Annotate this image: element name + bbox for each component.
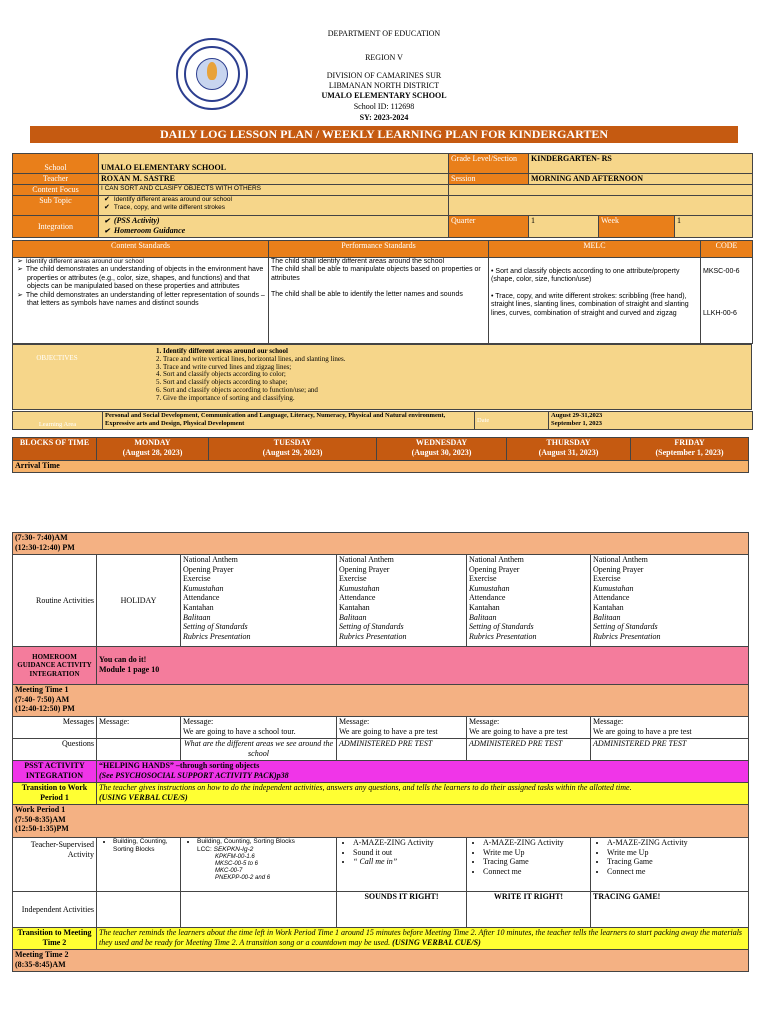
message-thursday: We are going to have a pre test	[469, 726, 568, 736]
tsa-friday-list	[593, 838, 746, 876]
question-tuesday: What are the different areas we see around the school	[181, 739, 337, 761]
psst-title: “HELPING HANDS” –through sorting objects	[99, 761, 260, 770]
psst-label: PSST ACTIVITY INTEGRATION	[13, 761, 97, 783]
meeting1-title: Meeting Time 1	[15, 685, 69, 694]
tsa-lcc: LCC:	[197, 845, 212, 853]
tsa-thu-item: • Connect me	[483, 867, 588, 877]
date-thursday: (August 31, 2023)	[538, 447, 599, 457]
routine-tuesday: National Anthem Opening Prayer Exercise Kumustahan Attendance Kantahan Balitaan Setting of Standards Rubrics Presentation	[181, 555, 337, 647]
psst-reference: (See PSYCHOSOCIAL SUPPORT ACTIVITY PACK)p38	[99, 770, 289, 780]
day-friday: FRIDAY	[674, 438, 705, 447]
session-label: Session	[449, 174, 529, 185]
message-tuesday: We are going to have a school tour.	[183, 726, 296, 736]
subtopic-list	[101, 196, 446, 213]
melc-header: MELC	[489, 241, 701, 258]
focus-label: Content Focus	[13, 185, 99, 196]
tsa-label: Teacher-Supervised Activity	[13, 838, 97, 892]
routine-friday: National Anthem Opening Prayer Exercise Kumustahan Attendance Kantahan Balitaan Setting of Standards Rubrics Presentation	[591, 555, 749, 647]
teacher-value: ROXAN M. SASTRE	[99, 174, 449, 185]
date-value-1: August 29-31,2023	[551, 412, 603, 419]
school-name: UMALO ELEMENTARY SCHOOL	[321, 91, 447, 100]
independent-label: Independent Activities	[13, 892, 97, 928]
transition2-cue: (USING VERBAL CUE/S)	[392, 937, 481, 947]
performance-standards-header: Performance Standards	[269, 241, 489, 258]
arrival-time-am: (7:30- 7:40)AM	[15, 533, 68, 542]
routine-thursday: National Anthem Opening Prayer Exercise Kumustahan Attendance Kantahan Balitaan Setting of Standards Rubrics Presentation	[467, 555, 591, 647]
week-label: Week	[599, 216, 675, 238]
date-tuesday: (August 29, 2023)	[262, 447, 323, 457]
schedule-header-table	[12, 437, 749, 473]
question-thursday: ADMINISTERED PRE TEST	[467, 739, 591, 761]
learning-area-label: Learning Area	[13, 412, 103, 430]
code-header: CODE	[701, 241, 753, 258]
region-name: REGION V	[365, 53, 403, 62]
tsa-wed-item: • “ Call me in”	[353, 857, 464, 867]
tsa-wednesday-list	[339, 838, 464, 867]
tsa-thu-item: • Tracing Game	[483, 857, 588, 867]
content-standards-header: Content Standards	[13, 241, 269, 258]
objective-item: 2. Trace and write vertical lines, horizontal lines, and slanting lines.	[163, 356, 751, 364]
school-id: School ID: 112698	[353, 102, 415, 111]
work1-pm: (12:50-1:35)PM	[15, 824, 69, 834]
melc-1: • Sort and classify objects according to one attribute/property (shape, color, size, function/use)	[491, 268, 680, 284]
work1-am: (7:50-8:35)AM	[15, 814, 66, 824]
homeroom-title: You can do it!	[99, 655, 147, 664]
code-2: LLKH-00-6	[703, 310, 737, 318]
routine-wednesday: National Anthem Opening Prayer Exercise Kumustahan Attendance Kantahan Balitaan Setting of Standards Rubrics Presentation	[337, 555, 467, 647]
meeting2-title: Meeting Time 2	[15, 950, 69, 959]
message-monday: Message:	[97, 717, 181, 739]
work1-title: Work Period 1	[15, 805, 66, 814]
objective-item: 3. Trace and write curved lines and zigzag lines;	[163, 364, 751, 372]
arrival-time-row: Arrival Time	[13, 461, 749, 473]
date-label: Date	[475, 412, 549, 430]
integration-item: ✔ (PSS Activity)	[115, 216, 446, 226]
teacher-label: Teacher	[13, 174, 99, 185]
objective-item: 7. Give the importance of sorting and classifying.	[163, 395, 751, 403]
day-wednesday: WEDNESDAY	[415, 438, 468, 447]
tsa-tuesday: • Building, Counting, Sorting Blocks	[197, 838, 334, 846]
date-wednesday: (August 30, 2023)	[411, 447, 472, 457]
messages-label: Messages	[13, 717, 97, 739]
transition2-label: Transition to Meeting Time 2	[13, 928, 97, 950]
tsa-wed-item: • A-MAZE-ZING Activity	[353, 838, 464, 848]
tsa-fri-item: • Connect me	[607, 867, 746, 877]
monday-holiday: HOLIDAY	[97, 555, 181, 647]
melc-2: • Trace, copy, and write different strokes: scribbling (free hand), straight lines, slanting lines, combination of straight and slanting lines, curves, combination of straight and curved and zigzag	[491, 292, 689, 317]
performance-standard-1: The child shall identify different areas around the school	[271, 258, 445, 265]
tsa-fri-item: • Tracing Game	[607, 857, 746, 867]
subtopic-item: ✔ Identify different areas around our school	[115, 196, 446, 204]
info-table	[12, 153, 753, 238]
message-wednesday: We are going to have a pre test	[339, 726, 438, 736]
tsa-fri-item: • A-MAZE-ZING Activity	[607, 838, 746, 848]
tsa-thursday-list	[469, 838, 588, 876]
question-wednesday: ADMINISTERED PRE TEST	[337, 739, 467, 761]
objective-item: 1. Identify different areas around our school	[163, 348, 751, 356]
performance-standard-2: The child shall be able to manipulate objects based on properties or attributes	[271, 266, 481, 282]
school-value: UMALO ELEMENTARY SCHOOL	[99, 154, 449, 174]
meeting1-pm: (12:40-12:50) PM	[15, 704, 75, 714]
division-name: DIVISION OF CAMARINES SUR	[326, 71, 442, 80]
session-value: MORNING AND AFTERNOON	[529, 174, 753, 185]
day-thursday: THURSDAY	[546, 438, 591, 447]
tsa-thu-item: • Write me Up	[483, 848, 588, 858]
message-friday: We are going to have a pre test	[593, 726, 692, 736]
tsa-fri-item: • Write me Up	[607, 848, 746, 858]
learning-area-table	[12, 411, 753, 430]
independent-thursday: WRITE IT RIGHT!	[467, 892, 591, 928]
date-monday: (August 28, 2023)	[122, 447, 183, 457]
content-standard-item: ➢ Identify different areas around our school	[27, 258, 266, 266]
schedule-body-table: (7:30- 7:40)AM (12:30-12:40) PM Routine Activities HOLIDAY National Anthem Opening Prayer Exercise Kumustahan Attendance Kantahan Balitaan Setting of Standards Rubrics Presentation National Anthem Opening Prayer Exercise Kumustahan Attendance Kantahan Balitaan Setting of Standards Rubrics Presentation National Anthem Opening Prayer Exercise Kumustahan Attendance Kantahan Balitaan Setting of Standards Rubrics Presentation National Anthem Opening Prayer Exercise Kumustahan Attendance Kantahan Balitaan Setting of Standards Rubrics Presentation HOMEROOM GUIDANCE ACTIVITY INTEGRATION You can do it! Module 1 page 10 Meeting Time 1 (7:40- 7:50) AM (12:40-12:50) PM Messages Message: Message: We are going to have a school tour. Message: We are going to have a pre test Message: We are going to have a pre test Message: We are going to have a pre test Questions What are the different areas we see around the school ADMINISTERED PRE TEST ADMINISTERED PRE TEST ADMINISTERED PRE TEST PSST ACTIVITY INTEGRATION “HELPING HANDS” –through sorting objects (See PSYCHOSOCIAL SUPPORT ACTIVITY PACK)p38 Transition to Work Period 1 The teacher gives instructions on how to do the independent activities, answers any questions, and tells the learners to do their assigned tasks within the allotted time. (USING VERBAL CUE/S) Work Period 1 (7:50-8:35)AM (12:50-1:35)PM Teacher-Supervised Activity • Building, Counting, Sorting Blocks • Building, Counting, Sorting Blocks LCC: SEKPKN-Ig-2 KPKFM-00-1.6 MKSC-00-5 to 6 MKC-00-7 PNEKPP-00-2 and 6 • A-MAZE-ZING Activity • Sound it out • “ Call me in” • A-MAZE-ZING Activity • Write me Up • Tracing Game • Connect me • A-MAZE-ZING Activity • Write me Up • Tracing Game • Connect me Independent Activities SOUNDS IT RIGHT! WRITE IT RIGHT! TRACING GAME! Transition to Meeting Time 2 The teacher reminds the learners about the time left in Work Period Time 1 around 15 minutes before Meeting Time 2. After 10 minutes, the teacher tells the learners to start packing away the materials they used and be ready for Meeting Time 2. A transition song or a countdown may be used. (USING VERBAL CUE/S) Meeting Time 2 (8:35-8:45)AM	[12, 532, 749, 972]
routine-label: Routine Activities	[13, 555, 97, 647]
integration-label: Integration	[13, 216, 99, 238]
content-standard-item: ➢ The child demonstrates an understanding of letter representation of sounds – that letters as symbols have names and distinct sounds	[27, 292, 266, 309]
transition1-cue: (USING VERBAL CUE/S)	[99, 792, 188, 802]
arrival-time-pm: (12:30-12:40) PM	[15, 542, 75, 552]
grade-label: Grade Level/Section	[449, 154, 529, 174]
integration-item: ✔ Homeroom Guidance	[115, 226, 446, 236]
independent-wednesday: SOUNDS IT RIGHT!	[337, 892, 467, 928]
objectives-list	[13, 348, 751, 403]
date-friday: (September 1, 2023)	[655, 447, 724, 457]
tsa-thu-item: • A-MAZE-ZING Activity	[483, 838, 588, 848]
quarter-value: 1	[529, 216, 599, 238]
question-friday: ADMINISTERED PRE TEST	[591, 739, 749, 761]
meeting2-am: (8:35-8:45)AM	[15, 959, 66, 969]
independent-friday: TRACING GAME!	[591, 892, 749, 928]
objective-item: 5. Sort and classify objects according to shape;	[163, 379, 751, 387]
objective-item: 6. Sort and classify objects according to function/use; and	[163, 387, 751, 395]
performance-standard-3: The child shall be able to identify the letter names and sounds	[271, 291, 463, 299]
subtopic-label: Sub Topic	[13, 196, 99, 216]
learning-area-value: Personal and Social Development, Communication and Language, Literacy, Numeracy, Physical and Natural environment, Expressive arts and Design, Physical Development	[103, 412, 475, 430]
objectives-section	[12, 344, 752, 410]
date-value-2: September 1, 2023	[551, 419, 602, 427]
questions-label: Questions	[13, 739, 97, 761]
grade-value: KINDERGARTEN- RS	[529, 154, 753, 174]
school-year: SY: 2023-2024	[359, 113, 409, 122]
day-monday: MONDAY	[134, 438, 171, 447]
blocks-of-time-header: BLOCKS OF TIME	[13, 438, 97, 461]
content-standard-item: ➢ The child demonstrates an understanding of objects in the environment have properties or attributes (e.g., color, size, shapes, and functions) and that objects can be manipulated based on these properties and attributes	[27, 266, 266, 291]
transition2-text: The teacher reminds the learners about the time left in Work Period Time 1 around 15 minutes before Meeting Time 2. After 10 minutes, the teacher tells the learners to start packing away the materials they used and be ready for Meeting Time 2. A transition song or a countdown may be used.	[99, 928, 743, 947]
week-value: 1	[675, 216, 753, 238]
objectives-label: OBJECTIVES	[36, 354, 78, 362]
day-tuesday: TUESDAY	[273, 438, 312, 447]
objective-item: 4. Sort and classify objects according to color;	[163, 371, 751, 379]
focus-value: I CAN SORT AND CLASIFY OBJECTS WITH OTHERS	[99, 185, 449, 196]
content-standards-list	[15, 258, 266, 308]
school-label: School	[13, 154, 99, 174]
quarter-label: Quarter	[449, 216, 529, 238]
standards-table	[12, 240, 753, 344]
district-name: LIBMANAN NORTH DISTRICT	[328, 81, 440, 90]
integration-list	[101, 216, 446, 235]
transition1-text: The teacher gives instructions on how to do the independent activities, answers any questions, and tells the learners to do their assigned tasks within the allotted time.	[99, 783, 632, 792]
code-1: MKSC-00-6	[703, 268, 740, 275]
transition1-label: Transition to Work Period 1	[13, 783, 97, 805]
tsa-wed-item: • Sound it out	[353, 848, 464, 858]
subtopic-item: ✔ Trace, copy, and write different strokes	[115, 204, 446, 212]
homeroom-module: Module 1 page 10	[99, 664, 160, 674]
homeroom-label: HOMEROOM GUIDANCE ACTIVITY INTEGRATION	[13, 647, 97, 685]
dept-name: DEPARTMENT OF EDUCATION	[327, 29, 441, 38]
tsa-monday: • Building, Counting, Sorting Blocks	[113, 838, 178, 854]
meeting1-am: (7:40- 7:50) AM	[15, 694, 70, 704]
page-title-banner: DAILY LOG LESSON PLAN / WEEKLY LEARNING PLAN FOR KINDERGARTEN	[30, 126, 738, 143]
